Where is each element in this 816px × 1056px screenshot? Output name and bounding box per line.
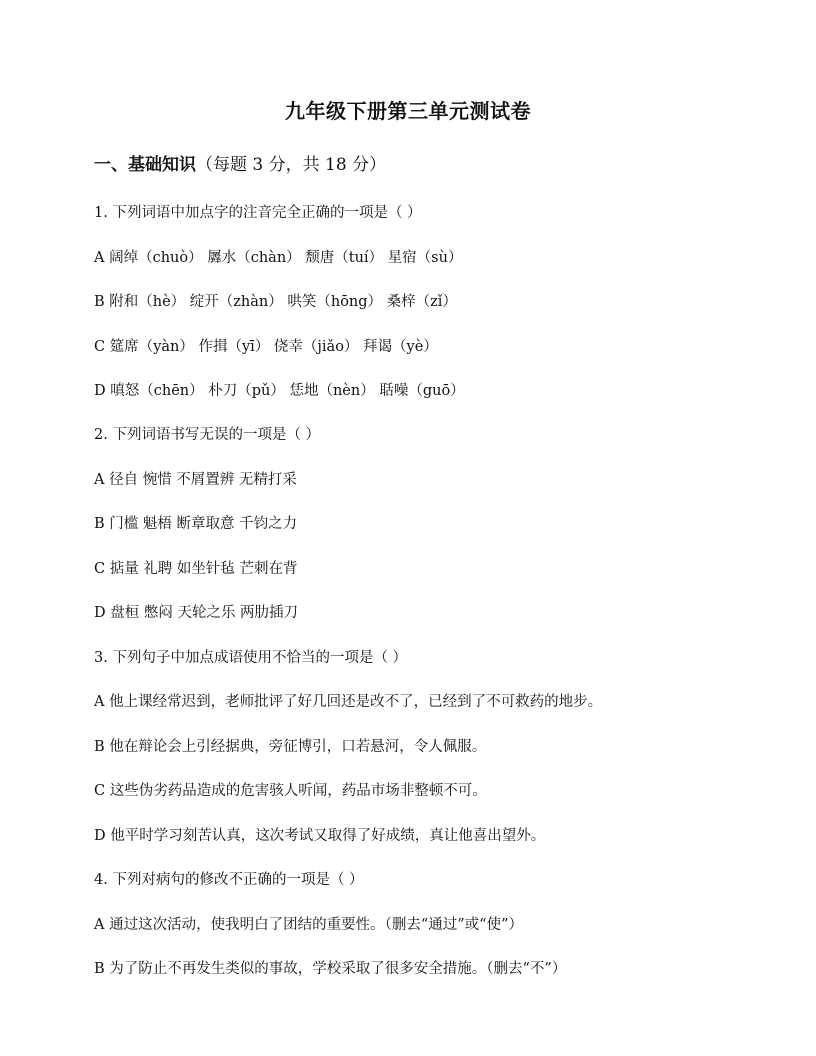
question-stem: 3. 下列句子中加点成语使用不恰当的一项是（ ） xyxy=(94,650,408,666)
question-option: B 为了防止不再发生类似的事故，学校采取了很多安全措施。（删去“不”） xyxy=(94,961,567,977)
question-option: D 盘桓 憋闷 天轮之乐 两肋插刀 xyxy=(94,605,299,621)
question-option: B 门槛 魁梧 断章取意 千钧之力 xyxy=(94,516,298,532)
question-option: A 阔绰（chuò） 羼水（chàn） 颓唐（tuí） 星宿（sù） xyxy=(94,250,463,266)
question-stem: 1. 下列词语中加点字的注音完全正确的一项是（ ） xyxy=(94,205,422,221)
question-option: D 他平时学习刻苦认真，这次考试又取得了好成绩，真让他喜出望外。 xyxy=(94,828,546,844)
section-heading xyxy=(94,150,386,175)
section-heading-label: 一、基础知识 xyxy=(94,155,196,175)
question-option: B 他在辩论会上引经据典，旁征博引，口若悬河，令人佩服。 xyxy=(94,739,487,755)
question-stem: 4. 下列对病句的修改不正确的一项是（ ） xyxy=(94,872,364,888)
question-option: D 嗔怒（chēn） 朴刀（pǔ） 恁地（nèn） 聒噪（guō） xyxy=(94,383,465,399)
document-title: 九年级下册第三单元测试卷 xyxy=(285,99,531,123)
question-option: A 他上课经常迟到，老师批评了好几回还是改不了，已经到了不可救药的地步。 xyxy=(94,694,603,710)
question-option: C 掂量 礼聘 如坐针毡 芒刺在背 xyxy=(94,561,298,577)
question-stem: 2. 下列词语书写无误的一项是（ ） xyxy=(94,427,321,443)
question-option: C 筵席（yàn） 作揖（yī） 侥幸（jiǎo） 拜谒（yè） xyxy=(94,339,438,355)
question-option: B 附和（hè） 绽开（zhàn） 哄笑（hōng） 桑梓（zǐ） xyxy=(94,294,457,310)
question-option: A 通过这次活动，使我明白了团结的重要性。（删去“通过”或“使”） xyxy=(94,917,523,933)
question-option: C 这些伪劣药品造成的危害骇人听闻，药品市场非整顿不可。 xyxy=(94,783,487,799)
section-heading-note: （每题 3 分，共 18 分） xyxy=(196,155,387,175)
question-option: A 径自 惋惜 不屑置辨 无精打采 xyxy=(94,472,297,488)
